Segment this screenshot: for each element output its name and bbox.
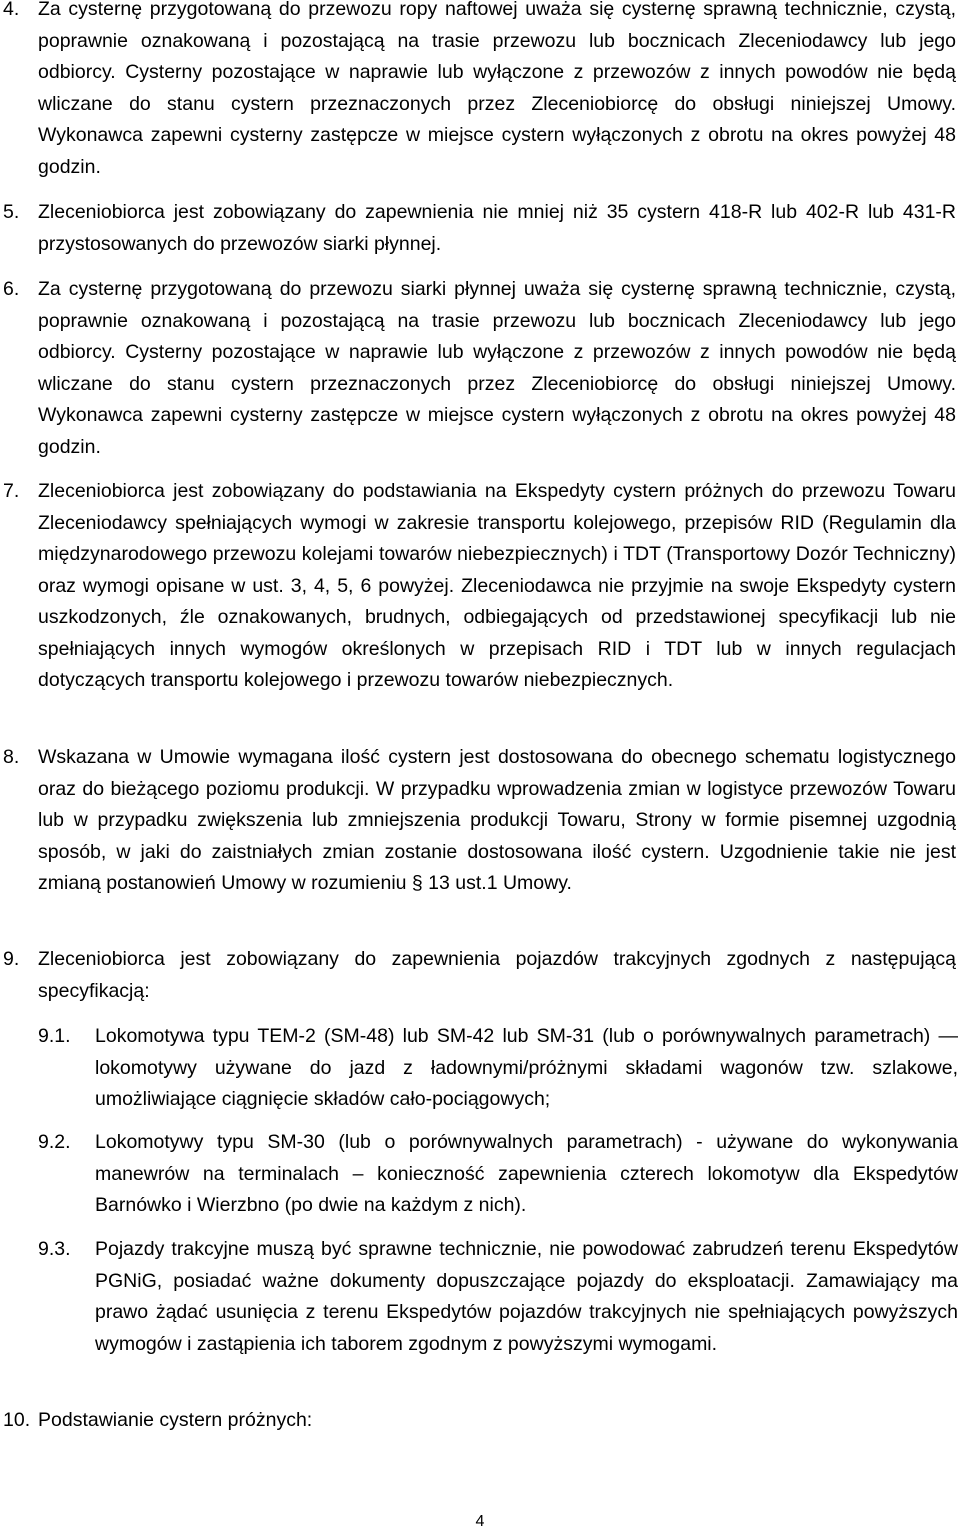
item-text: Zleceniobiorca jest zobowiązany do zapewnienia nie mniej niż 35 cystern 418-R lub 402-R lub 431-R przystosowanych do przewozów siarki płynnej.: [38, 201, 956, 255]
item-number: 10.: [3, 1409, 31, 1431]
item-number: 9.: [3, 948, 20, 970]
item-text: Zleceniobiorca jest zobowiązany do podstawiania na Ekspedyty cystern próżnych do przewozu Towaru Zleceniodawcy spełniających wymogi w zakresie transportu kolejowego, przepisów RID (Regulamin dla międzynarodowego przewozu kolejami towarów niebezpiecznych) i TDT (Transportowy Dozór Techniczny) oraz wymogi opisane w ust. 3, 4, 5, 6 powyżej. Zleceniodawca nie przyjmie na swoje Ekspedyty cystern uszkodzonych, źle oznakowanych, brudnych, odbiegających od przedstawionej specyfikacji lub nie spełniających innych wymogów określonych w przepisach RID i TDT lub w innych regulacjach dotyczących transportu kolejowego i przewozu towarów niebezpiecznych.: [38, 480, 956, 691]
sub-item-number: 9.3.: [38, 1238, 71, 1260]
item-text: Podstawianie cystern próżnych:: [38, 1409, 313, 1431]
item-text: Za cysternę przygotowaną do przewozu ropy naftowej uważa się cysternę sprawną technicznie, czystą, poprawnie oznakowaną i pozostającą na trasie przewozu lub bocznicach Zleceniodawcy lub jego odbiorcy. Cysterny pozostające w naprawie lub wyłączone z przewozów z innych powodów nie będą wliczane do stanu cystern przeznaczonych przez Zleceniobiorcę do obsługi niniejszej Umowy. Wykonawca zapewni cysterny zastępcze w miejsce cystern wyłączonych z obrotu na okres powyżej 48 godzin.: [38, 0, 956, 178]
sub-item-text: Lokomotywy typu SM-30 (lub o porównywalnych parametrach) - używane do wykonywania manewrów na terminalach – konieczność zapewnienia czterech lokomotyw dla Ekspedytów Barnówko i Wierzbno (po dwie na każdym z nich).: [95, 1131, 958, 1216]
item-number: 5.: [3, 201, 20, 223]
item-text: Wskazana w Umowie wymagana ilość cystern jest dostosowana do obecnego schematu logistycznego oraz do bieżącego poziomu produkcji. W przypadku wprowadzenia zmian w logistyce przewozów Towaru lub w przypadku zwiększenia lub zmniejszenia produkcji Towaru, Strony w formie pisemnej uzgodnią sposób, w jaki do zaistniałych zmian zostanie dostosowana ilość cystern. Uzgodnienie takie nie jest zmianą postanowień Umowy w rozumieniu § 13 ust.1 Umowy.: [38, 746, 956, 894]
item-text: Zleceniobiorca jest zobowiązany do zapewnienia pojazdów trakcyjnych zgodnych z następującą specyfikacją:: [38, 948, 956, 1002]
item-number: 6.: [3, 278, 20, 300]
item-number: 7.: [3, 480, 20, 502]
item-text: Za cysternę przygotowaną do przewozu siarki płynnej uważa się cysternę sprawną technicznie, czystą, poprawnie oznakowaną i pozostającą na trasie przewozu lub bocznicach Zleceniodawcy lub jego odbiorcy. Cysterny pozostające w naprawie lub wyłączone z przewozów z innych powodów nie będą wliczane do stanu cystern przeznaczonych przez Zleceniobiorcę do obsługi niniejszej Umowy. Wykonawca zapewni cysterny zastępcze w miejsce cystern wyłączonych z obrotu na okres powyżej 48 godzin.: [38, 278, 956, 458]
sub-item-number: 9.1.: [38, 1025, 71, 1047]
sub-item-number: 9.2.: [38, 1131, 71, 1153]
sub-item-text: Pojazdy trakcyjne muszą być sprawne technicznie, nie powodować zabrudzeń terenu Ekspedytów PGNiG, posiadać ważne dokumenty dopuszczające pojazdy do eksploatacji. Zamawiający ma prawo żądać usunięcia z terenu Ekspedytów pojazdów trakcyjnych nie spełniających powyższych wymogów i zastąpienia ich taborem zgodnym z powyższymi wymogami.: [95, 1238, 958, 1355]
page-number: 4: [475, 1513, 485, 1530]
item-number: 8.: [3, 746, 20, 768]
sub-item-text: Lokomotywa typu TEM-2 (SM-48) lub SM-42 lub SM-31 (lub o porównywalnych parametrach) — lokomotywy używane do jazd z ładownymi/próżnymi składami wagonów tzw. szlakowe, umożliwiające ciągnięcie składów cało-pociągowych;: [95, 1025, 958, 1110]
item-number: 4.: [3, 0, 20, 20]
